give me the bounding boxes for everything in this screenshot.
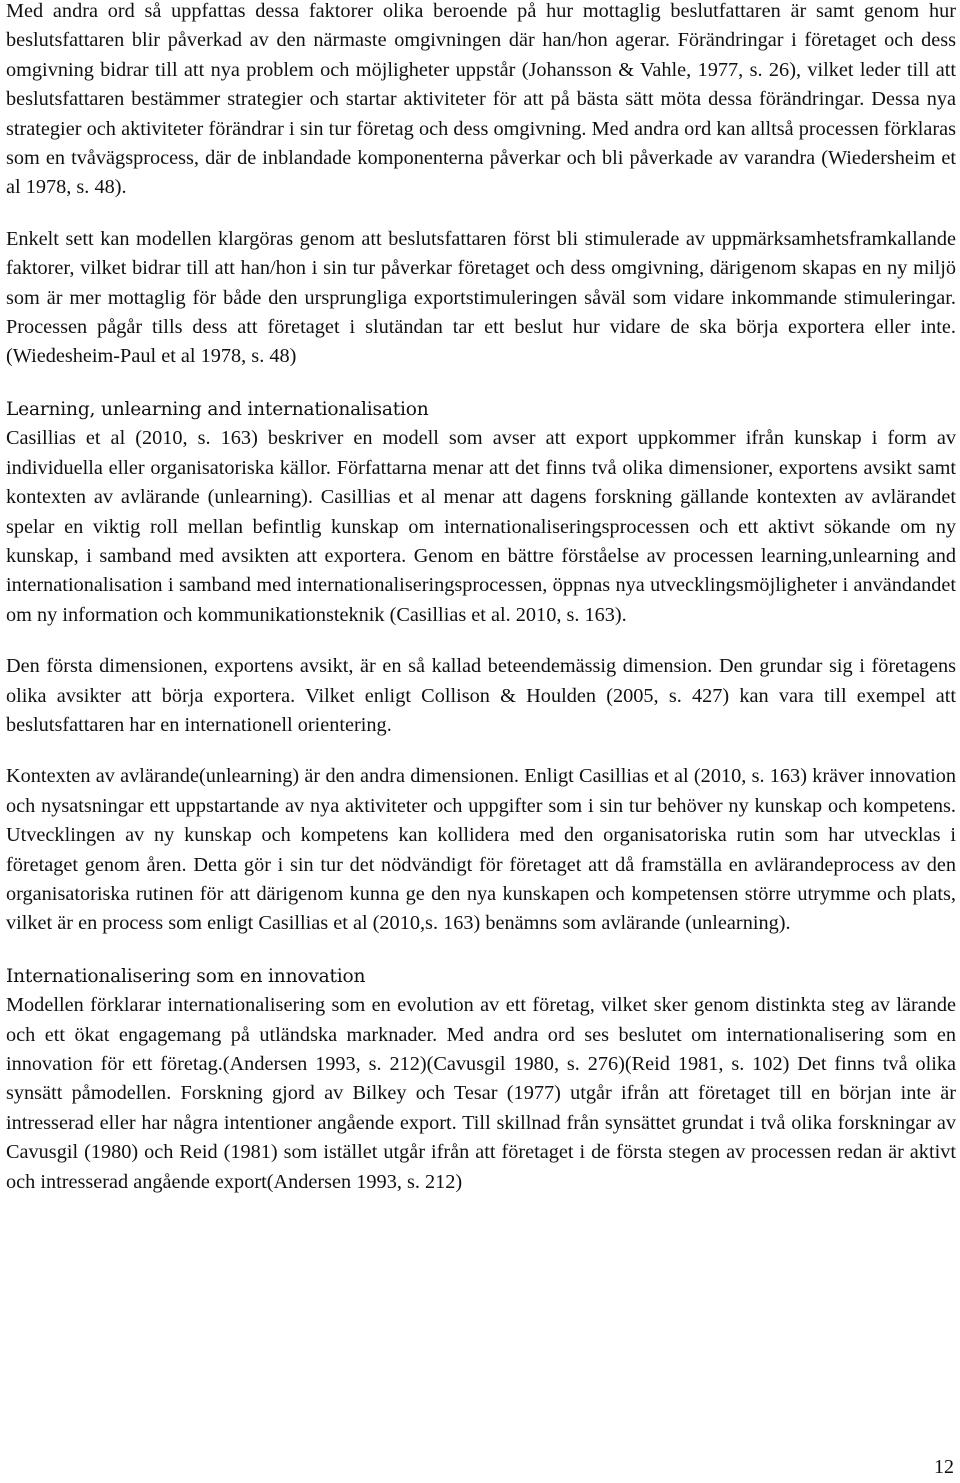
paragraph-innovation-model: Modellen förklarar internationalisering som en evolution av ett företag, vilket sker genom distinkta steg av lärande och ett ökat engagemang på utländska marknader. Med andra ord ses beslutet om internationalisering som en innovation för ett företag.(Andersen 1993, s. 212)(Cavusgil 1980, s. 276)(Reid 1981, s. 102) Det finns två olika synsätt påmodellen. Forskning gjord av Bilkey och Tesar (1977) utgår ifrån att företaget till en början inte är intresserad eller har några intentioner angående export. Till skillnad från synsättet grundat i två olika forskningar av Cavusgil (1980) och Reid (1981) som istället utgår ifrån att företaget i de första stegen av processen redan är aktivt och intresserad angående export(Andersen 1993, s. 212) bbox=[6, 994, 956, 1193]
document-page bbox=[6, 0, 956, 1197]
section-heading-learning: Learning, unlearning and internationalisation bbox=[6, 398, 429, 420]
paragraph-first-dimension: Den första dimensionen, exportens avsikt, är en så kallad beteendemässig dimension. Den grundar sig i företagens olika avsikter att börja exportera. Vilket enligt Collison & Houlden (2005, s. 427) kan vara till exempel att beslutsfattaren har en internationell orientering. bbox=[6, 655, 956, 736]
paragraph-model-summary: Enkelt sett kan modellen klargöras genom att beslutsfattaren först bli stimulerade av uppmärksamhetsframkallande faktorer, vilket bidrar till att han/hon i sin tur påverkar företaget och dess omgivning, därigenom skapas en ny miljö som är mer mottaglig för både den ursprungliga exportstimuleringen såväl som vidare inkommande stimuleringar. Processen pågår tills dess att företaget i slutändan tar ett beslut hur vidare de ska börja exportera eller inte. (Wiedesheim-Paul et al 1978, s. 48) bbox=[6, 227, 956, 368]
paragraph-casillias-model: Casillias et al (2010, s. 163) beskriver en modell som avser att export uppkommer ifrån kunskap i form av individuella eller organisatoriska källor. Författarna menar att det finns två olika dimensioner, exportens avsikt samt kontexten av avlärande (unlearning). Casillias et al menar att dagens forskning gällande kontexten av avlärandet spelar en viktig roll mellan befintlig kunskap om internationaliseringsprocessen och ett aktivt sökande om ny kunskap, i samband med avsikten att exportera. Genom en bättre förståelse av processen learning,unlearning and internationalisation i samband med internationaliseringsprocessen, öppnas nya utvecklingsmöjligheter i användandet om ny information och kommunikationsteknik (Casillias et al. 2010, s. 163). bbox=[6, 427, 956, 626]
paragraph-decision-maker: Med andra ord så uppfattas dessa faktorer olika beroende på hur mottaglig beslutfattaren är samt genom hur beslutsfattaren blir påverkad av den närmaste omgivningen där han/hon agerar. Förändringar i företaget och dess omgivning bidrar till att nya problem och möjligheter uppstår (Johansson & Vahle, 1977, s. 26), vilket leder till att beslutsfattaren bestämmer strategier och startar aktiviteter för att på bästa sätt möta dessa förändringar. Dessa nya strategier och aktiviteter förändrar i sin tur företag och dess omgivning. Med andra ord kan alltså processen förklaras som en tvåvägsprocess, där de inblandade komponenterna påverkar och bli påverkade av varandra (Wiedersheim et al 1978, s. 48). bbox=[6, 0, 956, 199]
page-number: 12 bbox=[934, 1456, 954, 1478]
section-heading-innovation: Internationalisering som en innovation bbox=[6, 965, 366, 987]
paragraph-second-dimension: Kontexten av avlärande(unlearning) är den andra dimensionen. Enligt Casillias et al (2010, s. 163) kräver innovation och nysatsningar ett uppstartande av nya aktiviteter och uppgifter som i sin tur behöver ny kunskap och kompetens. Utvecklingen av ny kunskap och kompetens kan kollidera med den organisatoriska rutin som har utvecklas i företaget genom åren. Detta gör i sin tur det nödvändigt för företaget att då framställa en avlärandeprocess av den organisatoriska rutinen för att därigenom kunna ge den nya kunskapen och kompetensen större utrymme och plats, vilket är en process som enligt Casillias et al (2010,s. 163) benämns som avlärande (unlearning). bbox=[6, 765, 956, 935]
